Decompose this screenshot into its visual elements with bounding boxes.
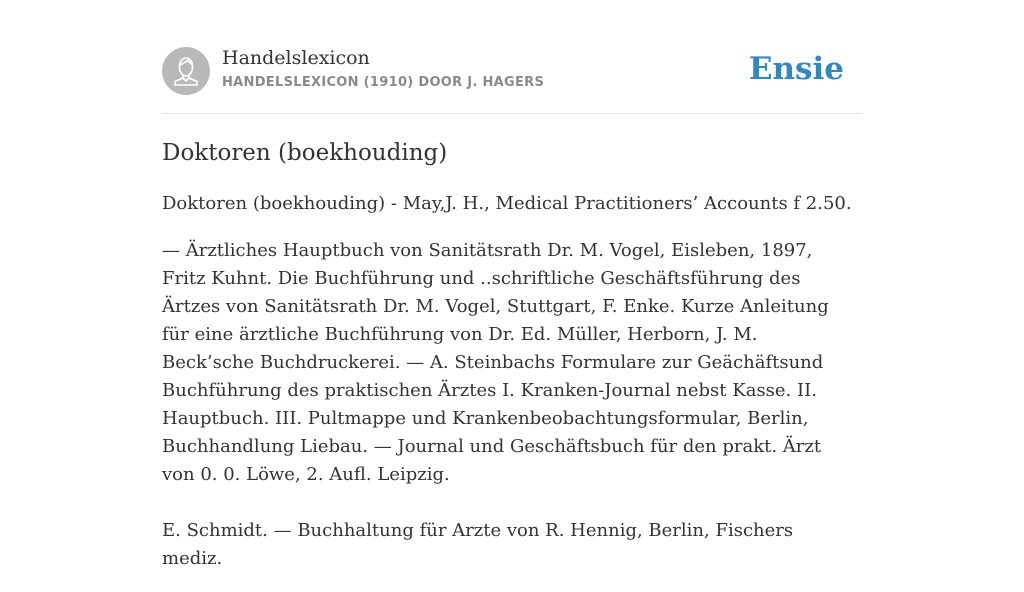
source-title[interactable]: Handelslexicon [222, 47, 370, 69]
avatar[interactable] [162, 47, 210, 95]
header [162, 46, 862, 96]
entry-paragraph-1: Doktoren (boekhouding) - May,J. H., Medical Practitioners’ Accounts f 2.50. [162, 193, 852, 214]
entry-body [162, 190, 852, 592]
header-divider [162, 113, 862, 114]
entry-paragraph-3: E. Schmidt. — Buchhaltung für Arzte von R. Hennig, Berlin, Fischers mediz. [162, 520, 794, 569]
entry-title: Doktoren (boekhouding) [162, 140, 448, 166]
brand-logo[interactable]: Ensie [748, 51, 844, 87]
entry-paragraph-2: — Ärztliches Hauptbuch von Sanitätsrath Dr. M. Vogel, Eisleben, 1897, Fritz Kuhnt. Die Buchführung und ..schriftliche Geschäftsführung des Ärtzes von Sanitätsrath Dr. M. Vogel, Stuttgart, F. Enke. Kurze Anleitung für eine ärztliche Buchführung von Dr. Ed. Müller, Herborn, J. M. Beck’sche Buchdruckerei. — A. Steinbachs Formulare zur Geächäftsund Buchführung des praktischen Ärztes I. Kranken-Journal nebst Kasse. II. Hauptbuch. III. Pultmappe und Krankenbeobachtungsformular, Berlin, Buchhandlung Liebau. — Journal und Geschäftsbuch für den prakt. Ärzt von 0. 0. Löwe, 2. Aufl. Leipzig. [162, 240, 829, 485]
source-subtitle: HANDELSLEXICON (1910) DOOR J. HAGERS [222, 75, 545, 90]
user-icon [162, 47, 210, 95]
